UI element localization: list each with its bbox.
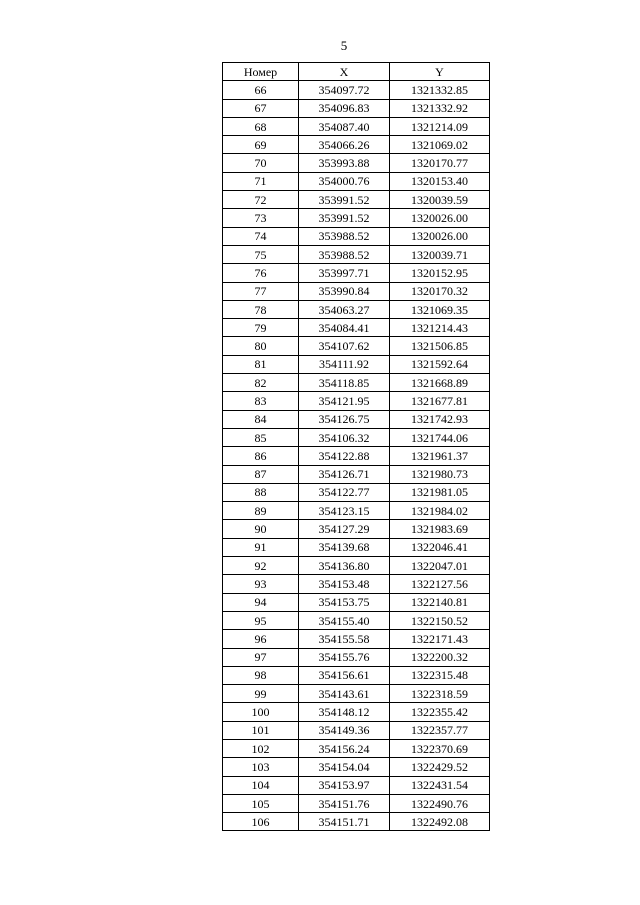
cell-y: 1322047.01 [390,557,490,575]
table-row [223,172,490,190]
cell-x: 354084.41 [299,319,390,337]
cell-x: 354122.77 [299,483,390,501]
cell-x: 354063.27 [299,300,390,318]
table-row [223,538,490,556]
cell-number: 71 [223,172,299,190]
table-row [223,648,490,666]
table-row [223,410,490,428]
cell-number: 67 [223,99,299,117]
cell-y: 1321214.09 [390,117,490,135]
cell-number: 79 [223,319,299,337]
cell-x: 353991.52 [299,191,390,209]
table-row [223,611,490,629]
cell-y: 1322357.77 [390,721,490,739]
cell-x: 354153.48 [299,575,390,593]
cell-x: 353990.84 [299,282,390,300]
cell-number: 98 [223,666,299,684]
cell-x: 354107.62 [299,337,390,355]
cell-x: 353993.88 [299,154,390,172]
cell-number: 81 [223,355,299,373]
table-row [223,794,490,812]
table-row [223,209,490,227]
cell-x: 353988.52 [299,245,390,263]
cell-x: 354111.92 [299,355,390,373]
cell-x: 354118.85 [299,374,390,392]
cell-number: 78 [223,300,299,318]
cell-x: 354126.75 [299,410,390,428]
cell-y: 1321332.85 [390,81,490,99]
cell-number: 88 [223,483,299,501]
cell-y: 1320170.32 [390,282,490,300]
cell-y: 1321332.92 [390,99,490,117]
cell-number: 70 [223,154,299,172]
cell-x: 354148.12 [299,703,390,721]
cell-x: 354153.75 [299,593,390,611]
cell-x: 354153.97 [299,776,390,794]
cell-number: 105 [223,794,299,812]
table-row [223,593,490,611]
table-row [223,721,490,739]
table-row [223,374,490,392]
cell-x: 354156.24 [299,739,390,757]
cell-number: 92 [223,557,299,575]
table-row [223,575,490,593]
table-body [223,81,490,831]
cell-y: 1322140.81 [390,593,490,611]
table-row [223,685,490,703]
table-row [223,520,490,538]
cell-y: 1321742.93 [390,410,490,428]
cell-y: 1321984.02 [390,502,490,520]
cell-number: 76 [223,264,299,282]
cell-y: 1321668.89 [390,374,490,392]
header-number: Номер [223,63,299,81]
table-row [223,245,490,263]
table-row [223,355,490,373]
cell-y: 1321069.35 [390,300,490,318]
cell-x: 354143.61 [299,685,390,703]
cell-number: 100 [223,703,299,721]
cell-y: 1320026.00 [390,209,490,227]
cell-x: 354151.76 [299,794,390,812]
cell-x: 354155.76 [299,648,390,666]
cell-number: 84 [223,410,299,428]
cell-x: 354121.95 [299,392,390,410]
cell-number: 91 [223,538,299,556]
cell-x: 354127.29 [299,520,390,538]
cell-number: 72 [223,191,299,209]
cell-y: 1322171.43 [390,630,490,648]
coordinates-table [222,62,490,831]
cell-y: 1321961.37 [390,447,490,465]
cell-number: 99 [223,685,299,703]
cell-x: 354151.71 [299,813,390,831]
table-row [223,447,490,465]
cell-x: 354156.61 [299,666,390,684]
table-row [223,117,490,135]
table-row [223,483,490,501]
cell-y: 1322429.52 [390,758,490,776]
cell-x: 354136.80 [299,557,390,575]
cell-number: 66 [223,81,299,99]
table-row [223,502,490,520]
cell-y: 1321981.05 [390,483,490,501]
table-row [223,319,490,337]
cell-number: 96 [223,630,299,648]
cell-y: 1321744.06 [390,428,490,446]
table-row [223,227,490,245]
cell-number: 86 [223,447,299,465]
header-x: X [299,63,390,81]
cell-y: 1322431.54 [390,776,490,794]
table-row [223,739,490,757]
cell-number: 85 [223,428,299,446]
cell-number: 95 [223,611,299,629]
cell-y: 1322150.52 [390,611,490,629]
cell-x: 354149.36 [299,721,390,739]
cell-y: 1321069.02 [390,136,490,154]
table-row [223,81,490,99]
cell-number: 69 [223,136,299,154]
table-row [223,465,490,483]
table-row [223,337,490,355]
table-row [223,264,490,282]
cell-x: 354000.76 [299,172,390,190]
cell-number: 87 [223,465,299,483]
cell-number: 103 [223,758,299,776]
table-row [223,154,490,172]
table-row [223,666,490,684]
table-row [223,191,490,209]
cell-x: 354096.83 [299,99,390,117]
cell-x: 354106.32 [299,428,390,446]
cell-x: 354126.71 [299,465,390,483]
cell-y: 1322315.48 [390,666,490,684]
header-y: Y [390,63,490,81]
cell-number: 101 [223,721,299,739]
cell-x: 354066.26 [299,136,390,154]
header-row [223,63,490,81]
cell-number: 74 [223,227,299,245]
cell-number: 75 [223,245,299,263]
table-row [223,813,490,831]
table-row [223,703,490,721]
cell-x: 353988.52 [299,227,390,245]
table-row [223,300,490,318]
cell-number: 73 [223,209,299,227]
table-row [223,557,490,575]
cell-number: 97 [223,648,299,666]
cell-y: 1322490.76 [390,794,490,812]
table-row [223,758,490,776]
cell-number: 90 [223,520,299,538]
cell-y: 1322370.69 [390,739,490,757]
cell-x: 354123.15 [299,502,390,520]
cell-x: 353997.71 [299,264,390,282]
cell-x: 354155.58 [299,630,390,648]
cell-number: 106 [223,813,299,831]
cell-number: 77 [223,282,299,300]
table-row [223,428,490,446]
cell-y: 1321506.85 [390,337,490,355]
table-row [223,630,490,648]
cell-x: 354087.40 [299,117,390,135]
cell-y: 1320039.71 [390,245,490,263]
cell-number: 89 [223,502,299,520]
cell-y: 1322355.42 [390,703,490,721]
cell-y: 1320026.00 [390,227,490,245]
cell-y: 1321592.64 [390,355,490,373]
cell-y: 1321980.73 [390,465,490,483]
cell-x: 354122.88 [299,447,390,465]
table-row [223,136,490,154]
cell-number: 94 [223,593,299,611]
cell-number: 82 [223,374,299,392]
cell-x: 354097.72 [299,81,390,99]
cell-x: 354139.68 [299,538,390,556]
cell-x: 354154.04 [299,758,390,776]
cell-x: 354155.40 [299,611,390,629]
cell-y: 1320170.77 [390,154,490,172]
cell-y: 1320152.95 [390,264,490,282]
cell-number: 80 [223,337,299,355]
table-row [223,282,490,300]
page-number: 5 [340,38,348,53]
table-row [223,392,490,410]
cell-x: 353991.52 [299,209,390,227]
cell-y: 1321677.81 [390,392,490,410]
table-row [223,776,490,794]
cell-y: 1322318.59 [390,685,490,703]
cell-y: 1321983.69 [390,520,490,538]
cell-number: 83 [223,392,299,410]
cell-y: 1320153.40 [390,172,490,190]
cell-number: 68 [223,117,299,135]
cell-y: 1322127.56 [390,575,490,593]
cell-y: 1322200.32 [390,648,490,666]
cell-y: 1322492.08 [390,813,490,831]
cell-number: 93 [223,575,299,593]
table-row [223,99,490,117]
cell-y: 1321214.43 [390,319,490,337]
cell-number: 102 [223,739,299,757]
cell-y: 1320039.59 [390,191,490,209]
cell-number: 104 [223,776,299,794]
cell-y: 1322046.41 [390,538,490,556]
table-header [223,63,490,81]
